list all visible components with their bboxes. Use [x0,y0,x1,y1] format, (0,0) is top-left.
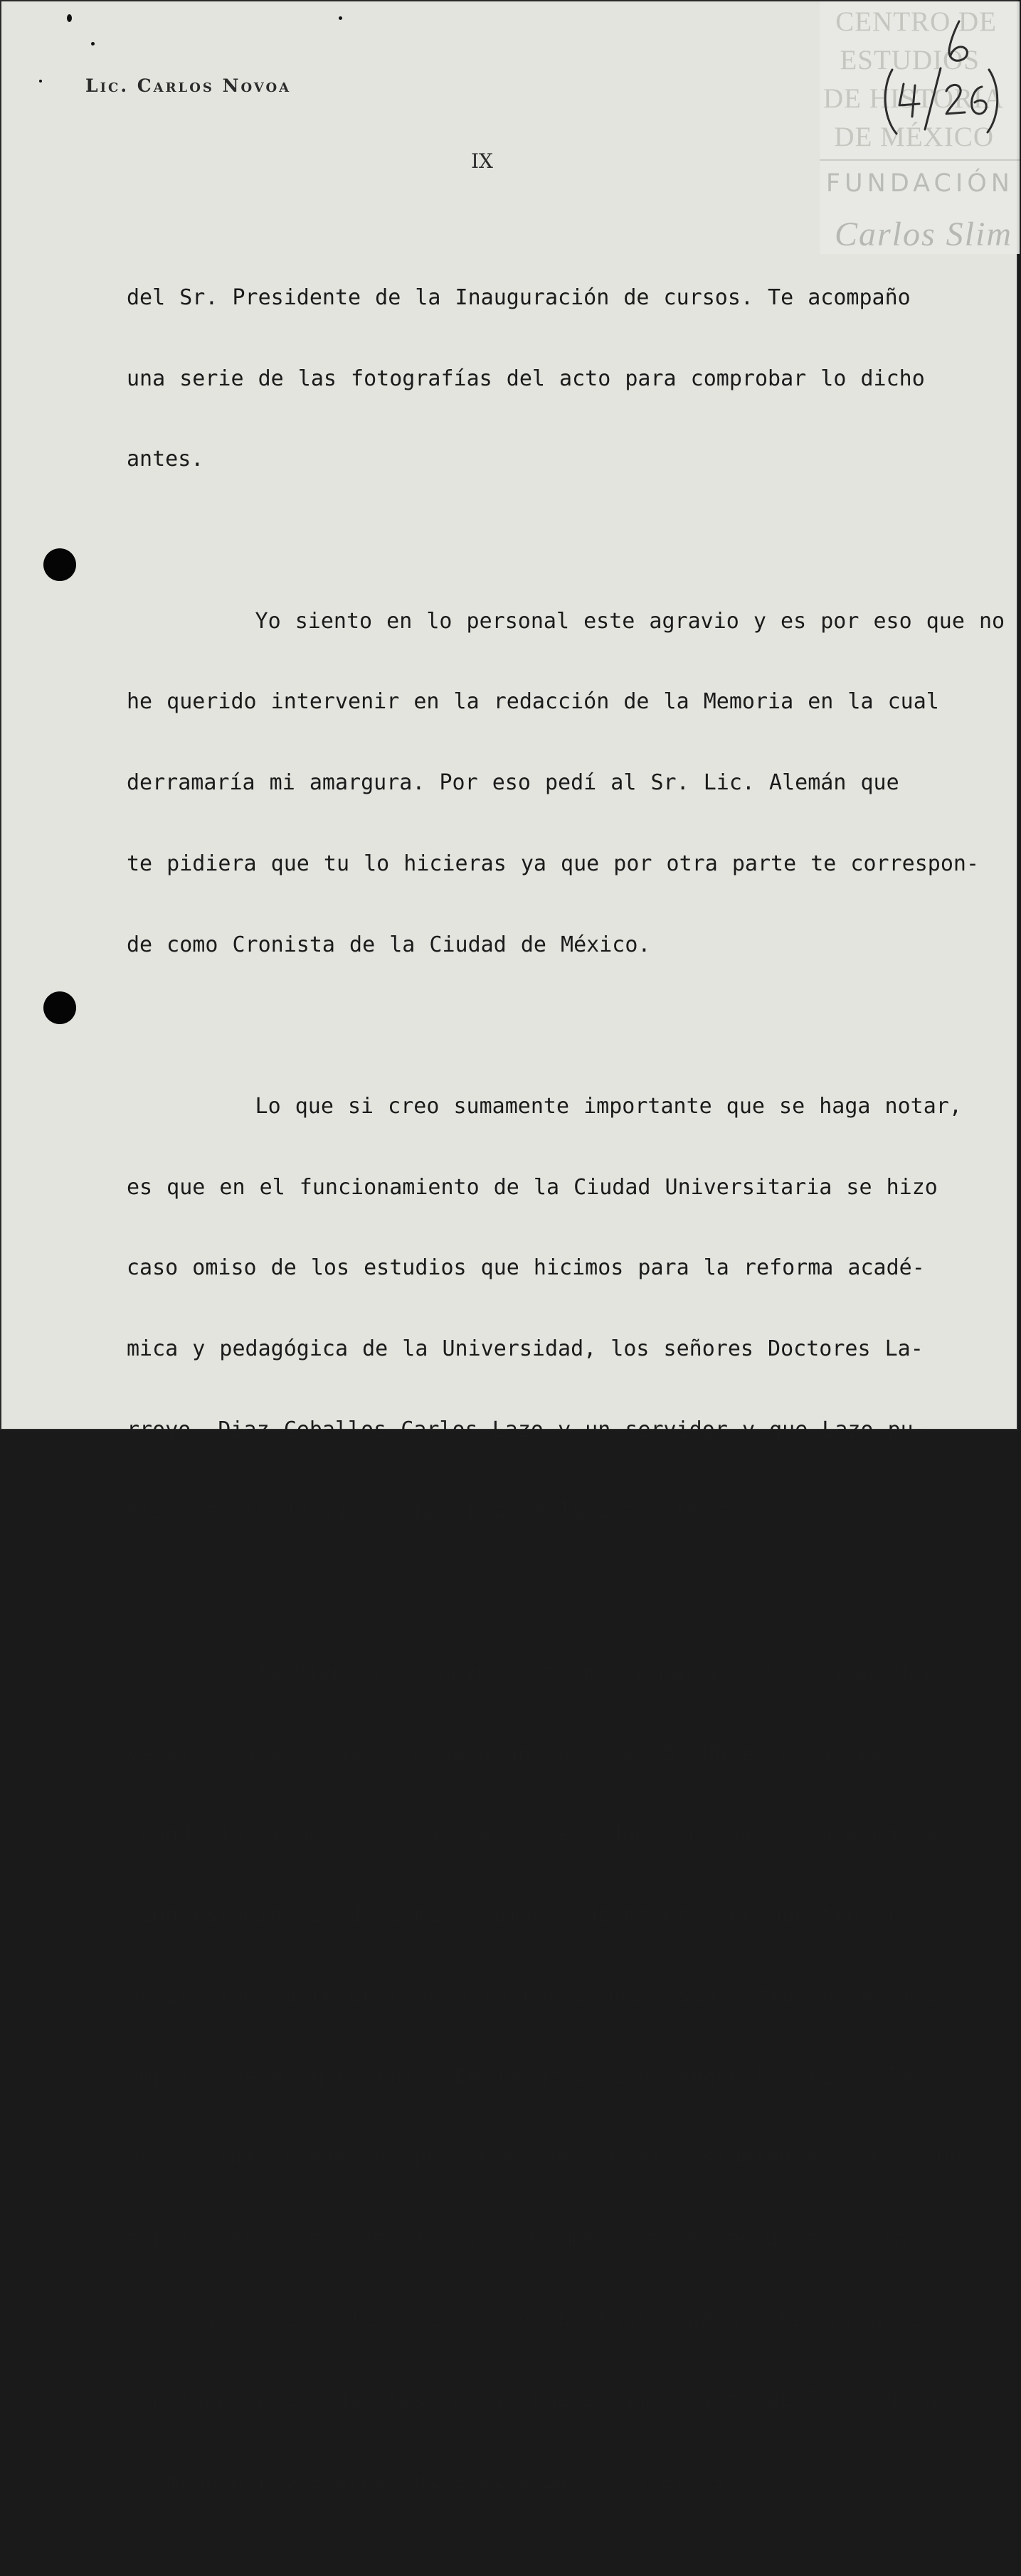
text-line: versitaria se construyó para un cupo de 25,000 estudiantes. [127,1740,896,1766]
text-line: blicó en un librito como obra exclusivamente suya. [127,1498,780,1523]
handwritten-annotation [875,16,1010,147]
text-line: cantidad de estudiantes, ni se pueden improvisar de la noche a [127,2388,938,2413]
text-line: Universidad tiene una población de 110 mil estudiantes, cosa que [127,2145,962,2171]
text-line: explica suficientemente los problemas que ha venido enfrentando [127,2226,946,2252]
text-line: rroyo, Diaz Ceballos Carlos Lazo y un servidor y que Lazo pu- [127,1417,926,1442]
ink-speck [39,80,42,83]
text-line: Yo siento en lo personal este agravio y es por eso que no [127,608,1005,634]
stamp-line: DE MÉXICO [834,122,994,152]
text-line: antes. [127,447,204,472]
text-line: ción estudiantil de 8 mil alumnos, de manera que nuestro pro- [127,1902,925,1928]
stamp-line: DE HISTORIA [822,83,1004,114]
text-line: También creo conveniente mencionar que la Ciudad Uni- [127,1659,946,1685]
text-line: de como Cronista de la Ciudad de México. [127,932,651,957]
ink-speck [67,14,72,22]
text-line: derramaría mi amargura. Por eso pedí al Sr. Lic. Alemán que [127,770,899,796]
stamp-signature: Carlos Slim [834,215,1012,253]
text-line: pues ni los establecimientos son bastantes para albergar a esa [127,2306,936,2332]
paragraph [127,230,925,527]
stamp-line: ESTUDIOS [840,45,980,75]
text-line: te pidiera que tu lo hicieras ya que por otra parte te correspon- [127,851,979,876]
handwritten-annotation-drawing [875,16,1010,144]
text-line: Lo que si creo sumamente importante que se haga notar, [127,1093,962,1119]
stamp-divider [820,159,1020,161]
page-number: IX [471,149,493,173]
text-line: la mañana profesores universitarios para ellos. [127,2469,738,2494]
ink-speck [339,16,342,20]
stamp-line: CENTRO DE [835,6,997,37]
paragraph [127,1039,962,1578]
ink-speck [91,42,95,46]
letterhead: Lic. Carlos Novoa [85,75,292,96]
text-line: es que en el funcionamiento de la Ciudad Universitaria se hizo [127,1174,938,1200]
paragraph [127,554,1005,1012]
stamp-foundation: FUNDACIÓN [825,169,1014,198]
text-line: amplio que el que tenía. En la actualidad según he leído, la [127,2064,914,2090]
text-line: Cuando iniciamos la obra, la Universidad contaba con una pobla- [127,1821,949,1847]
punch-hole [43,548,76,581]
text-line: del Sr. Presidente de la Inauguración de cursos. Te acompaño [127,284,911,310]
text-line: caso omiso de los estudios que hicimos para la reforma acadé- [127,1255,925,1281]
text-line: mica y pedagógica de la Universidad, los señores Doctores La- [127,1336,924,1362]
punch-hole [43,991,76,1024]
text-line: pósito fué darle un cupo a la nueva Universidad tres veces mas [127,1983,939,2008]
text-line: una serie de las fotografías del acto para comprobar lo dicho [127,366,925,391]
paragraph [127,1605,962,2549]
text-line: he querido intervenir en la redacción de la Memoria en la cual [127,689,939,715]
